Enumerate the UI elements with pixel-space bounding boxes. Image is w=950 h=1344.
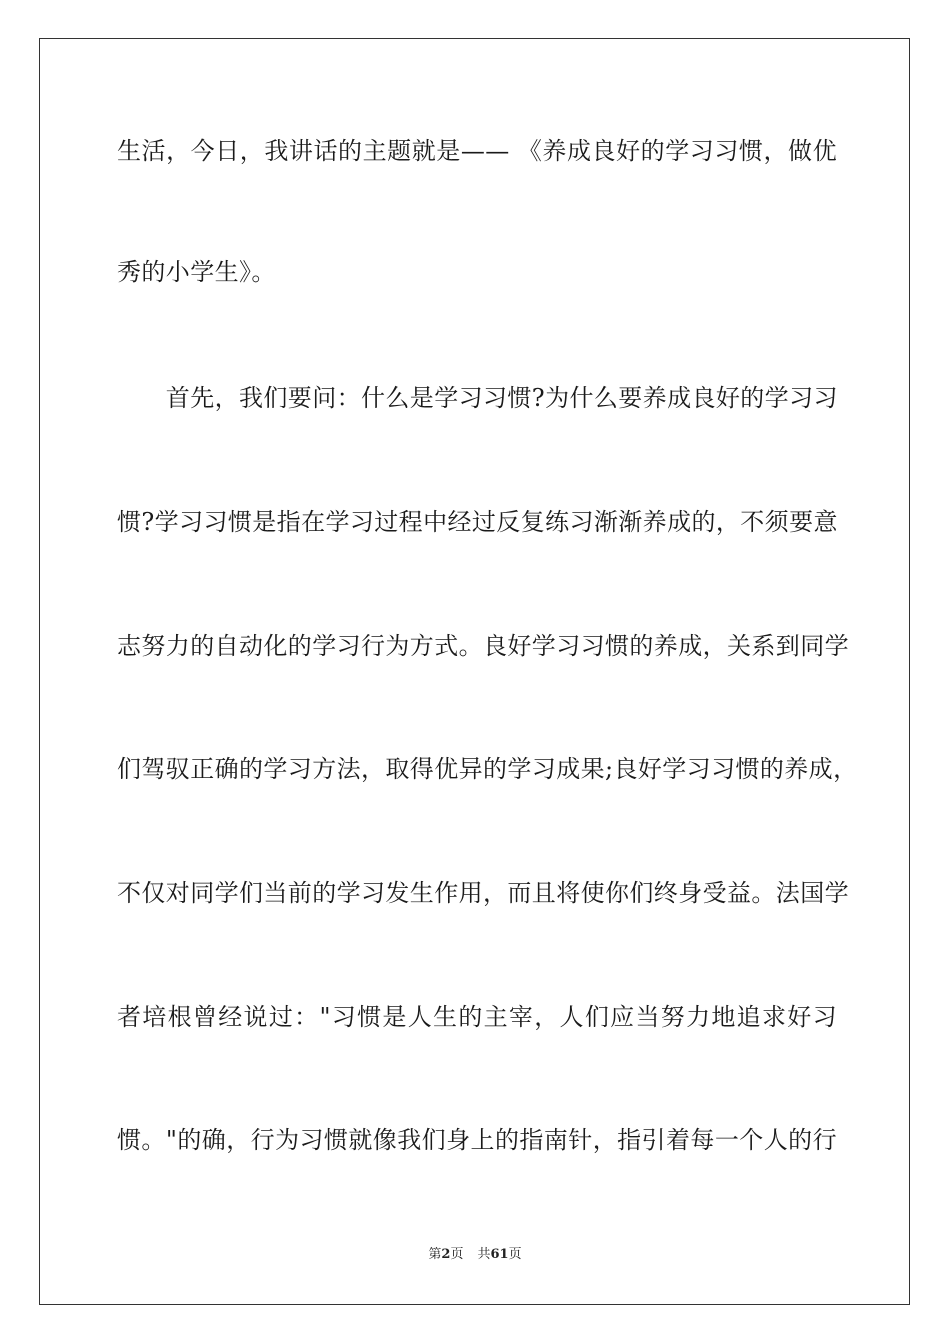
page-suffix: 页 — [450, 1247, 464, 1262]
page-prefix: 第 — [428, 1247, 442, 1262]
text-line-3: 首先，我们要问：什么是学习习惯?为什么要养成良好的学习习 — [117, 384, 838, 412]
text-line-5: 志努力的自动化的学习行为方式。良好学习习惯的养成，关系到同学 — [117, 632, 849, 660]
page-footer — [0, 1246, 950, 1264]
text-line-8: 者培根曾经说过："习惯是人生的主宰，人们应当努力地追求好习 — [117, 1003, 837, 1031]
text-line-9: 惯。"的确，行为习惯就像我们身上的指南针，指引着每一个人的行 — [117, 1126, 837, 1154]
text-line-2: 秀的小学生》。 — [117, 258, 276, 286]
total-pages: 61 — [490, 1247, 509, 1262]
text-line-4: 惯?学习习惯是指在学习过程中经过反复练习渐渐养成的，不须要意 — [117, 508, 838, 536]
total-suffix: 页 — [508, 1247, 522, 1262]
text-line-6: 们驾驭正确的学习方法，取得优异的学习成果;良好学习习惯的养成， — [117, 755, 858, 783]
total-prefix: 共 — [477, 1247, 491, 1262]
text-line-1: 生活，今日，我讲话的主题就是—— 《养成良好的学习习惯，做优 — [117, 137, 837, 165]
page-number: 2 — [441, 1247, 451, 1262]
text-line-7: 不仅对同学们当前的学习发生作用，而且将使你们终身受益。法国学 — [117, 879, 849, 907]
page-border — [39, 38, 910, 1305]
